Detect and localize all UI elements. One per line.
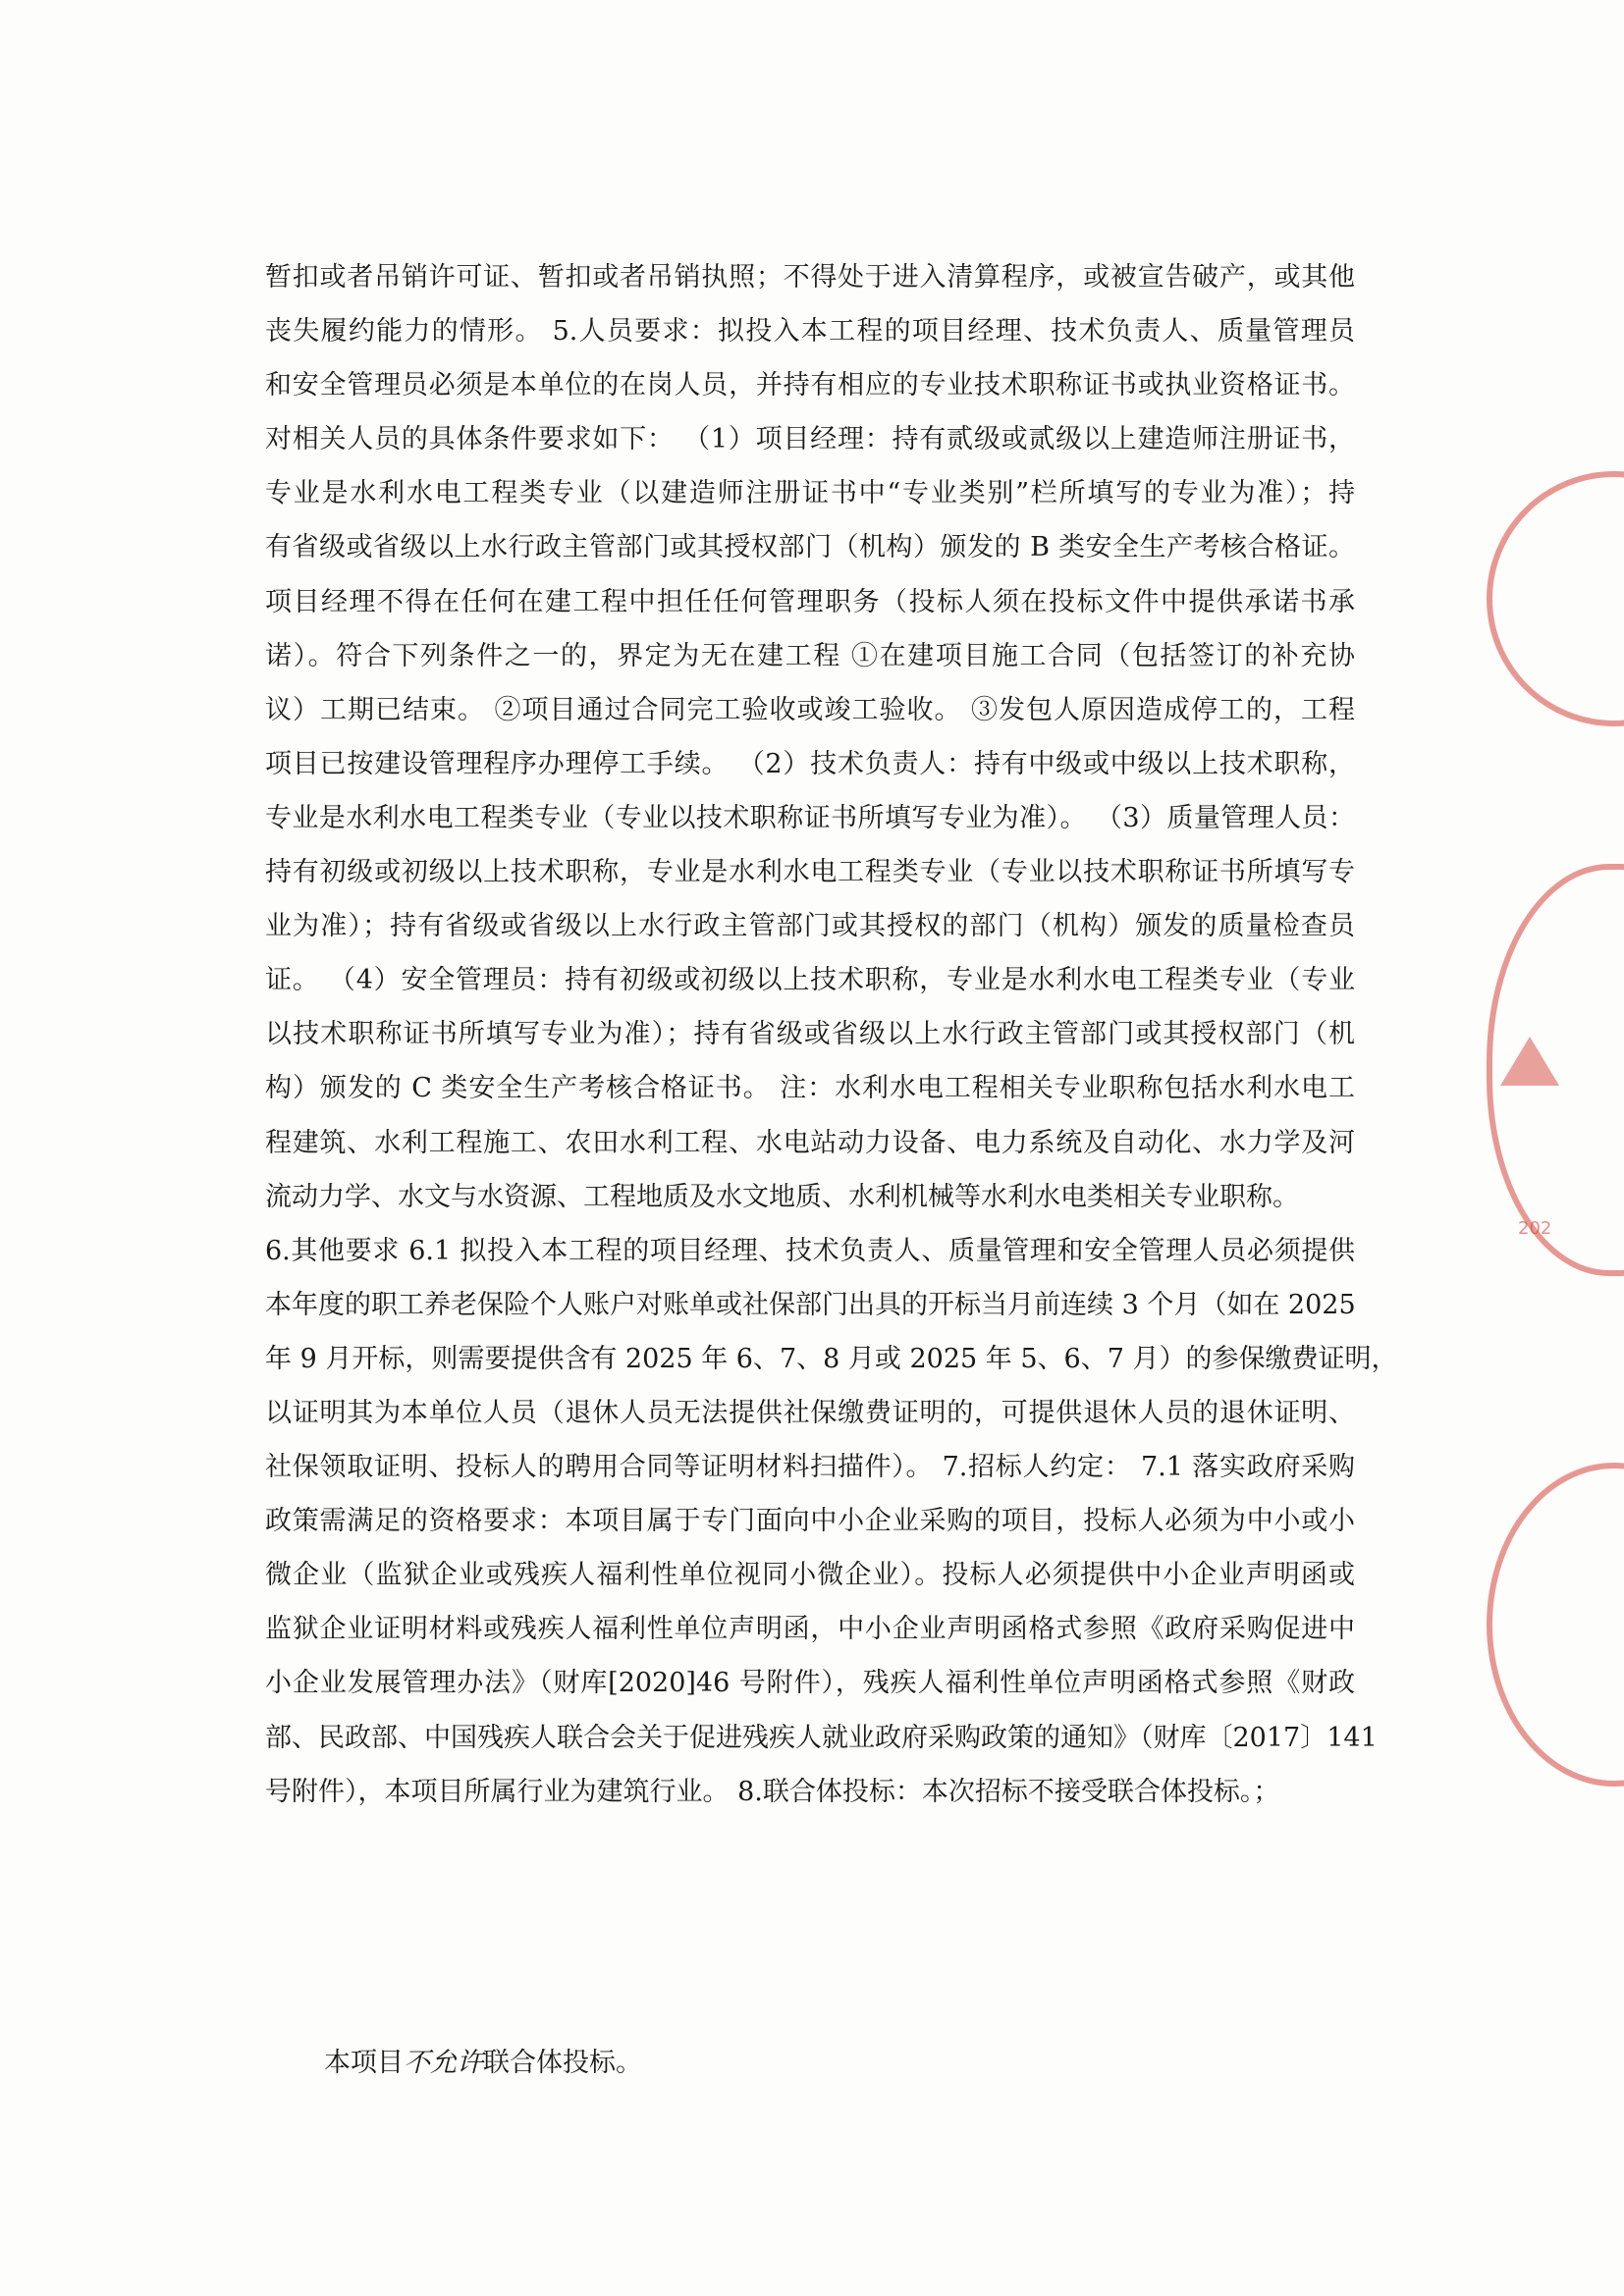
body-line: 号附件），本项目所属行业为建筑行业。 8.联合体投标：本次招标不接受联合体投标。；: [265, 1776, 1280, 1807]
body-line: 项目已按建设管理程序办理停工手续。 （2）技术负责人：持有中级或中级以上技术职称，: [265, 748, 1355, 779]
body-line: 以技术职称证书所填写专业为准）；持有省级或省级以上水行政主管部门或其授权部门（机: [265, 1019, 1355, 1050]
body-line: 和安全管理员必须是本单位的在岗人员，并持有相应的专业技术职称证书或执业资格证书。: [265, 370, 1355, 401]
closing-suffix: 联合体投标。: [483, 2048, 642, 2078]
seal-year-text: 202: [1518, 1218, 1552, 1239]
body-line: 小企业发展管理办法》（财库[2020]46 号附件），残疾人福利性单位声明函格式参照《财政: [265, 1668, 1355, 1699]
seal-star-icon: [1500, 1037, 1559, 1086]
closing-emphasis: 不允许: [404, 2048, 483, 2078]
body-line: 专业是水利水电工程类专业（专业以技术职称证书所填写专业为准）。 （3）质量管理人员：: [265, 802, 1355, 833]
body-line: 6.其他要求 6.1 拟投入本工程的项目经理、技术负责人、质量管理和安全管理人员必须提供: [265, 1235, 1355, 1266]
body-line: 监狱企业证明材料或残疾人福利性单位声明函，中小企业声明函格式参照《政府采购促进中: [265, 1614, 1355, 1645]
body-line: 对相关人员的具体条件要求如下： （1）项目经理：持有贰级或贰级以上建造师注册证书，: [265, 424, 1355, 455]
body-line: 有省级或省级以上水行政主管部门或其授权部门（机构）颁发的 B 类安全生产考核合格证。: [265, 532, 1355, 563]
body-line: 部、民政部、中国残疾人联合会关于促进残疾人就业政府采购政策的通知》（财库〔2017〕141: [265, 1722, 1378, 1753]
body-line: 证。 （4）安全管理员：持有初级或初级以上技术职称，专业是水利水电工程类专业（专业: [265, 965, 1355, 996]
body-text: [265, 250, 1398, 1819]
body-line: 本年度的职工养老保险个人账户对账单或社保部门出具的开标当月前连续 3 个月（如在 2025: [265, 1289, 1356, 1320]
closing-prefix: 本项目: [324, 2048, 404, 2078]
body-line: 专业是水利水电工程类专业（以建造师注册证书中“专业类别”栏所填写的专业为准）；持: [265, 478, 1355, 509]
body-line: 社保领取证明、投标人的聘用合同等证明材料扫描件）。 7.招标人约定： 7.1 落实政府采购: [265, 1452, 1355, 1483]
body-line: 以证明其为本单位人员（退休人员无法提供社保缴费证明的，可提供退休人员的退休证明、: [265, 1397, 1355, 1428]
body-line: 诺）。符合下列条件之一的，界定为无在建工程 ①在建项目施工合同（包括签订的补充协: [265, 640, 1355, 671]
body-line: 项目经理不得在任何在建工程中担任任何管理职务（投标人须在投标文件中提供承诺书承: [265, 586, 1355, 617]
body-line: 议）工期已结束。 ②项目通过合同完工验收或竣工验收。 ③发包人原因造成停工的，工程: [265, 694, 1355, 725]
body-line: 构）颁发的 C 类安全生产考核合格证书。 注：水利水电工程相关专业职称包括水利水电工: [265, 1073, 1355, 1104]
closing-line: [324, 2036, 642, 2090]
body-line: 年 9 月开标，则需要提供含有 2025 年 6、7、8 月或 2025 年 5、6、7 月）的参保缴费证明，: [265, 1343, 1398, 1374]
body-line: 程建筑、水利工程施工、农田水利工程、水电站动力设备、电力系统及自动化、水力学及河: [265, 1127, 1355, 1158]
red-seal-fragment: [1487, 1463, 1624, 1787]
body-line: 持有初级或初级以上技术职称，专业是水利水电工程类专业（专业以技术职称证书所填写专: [265, 857, 1355, 888]
body-line: 丧失履约能力的情形。 5.人员要求：拟投入本工程的项目经理、技术负责人、质量管理员: [265, 316, 1355, 347]
red-seal-fragment: [1487, 471, 1624, 726]
red-seal-fragment: [1487, 864, 1624, 1276]
body-line: 流动力学、水文与水资源、工程地质及水文地质、水利机械等水利水电类相关专业职称。: [265, 1181, 1299, 1212]
body-line: 暂扣或者吊销许可证、暂扣或者吊销执照；不得处于进入清算程序，或被宣告破产，或其他: [265, 262, 1355, 293]
body-line: 微企业（监狱企业或残疾人福利性单位视同小微企业）。投标人必须提供中小企业声明函或: [265, 1560, 1355, 1591]
body-line: 业为准）；持有省级或省级以上水行政主管部门或其授权的部门（机构）颁发的质量检查员: [265, 911, 1355, 942]
body-line: 政策需满足的资格要求：本项目属于专门面向中小企业采购的项目，投标人必须为中小或小: [265, 1506, 1355, 1537]
